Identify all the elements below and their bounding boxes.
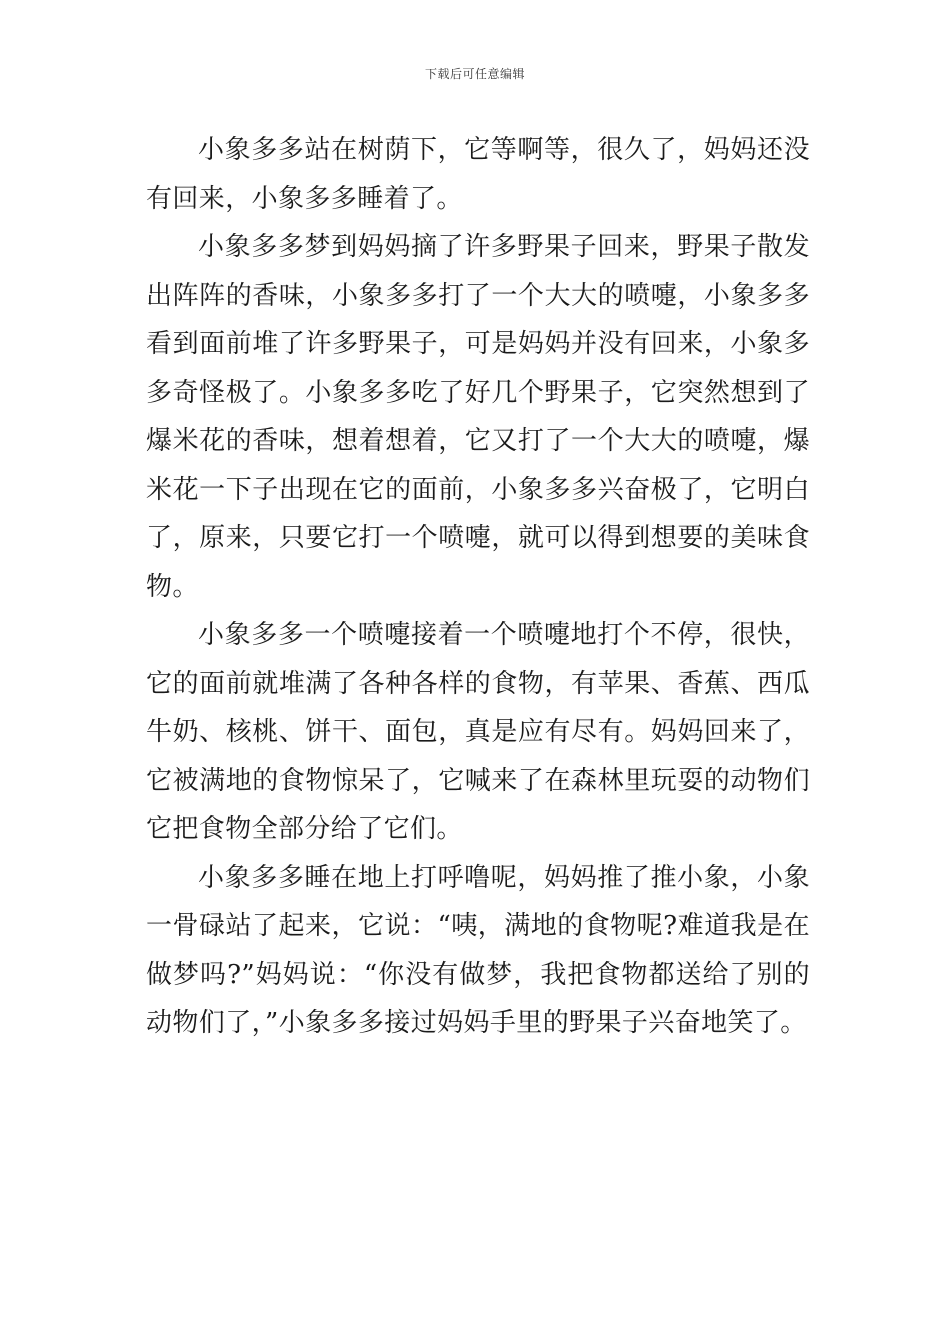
paragraph-1: 小象多多站在树荫下，它等啊等，很久了，妈妈还没有回来，小象多多睡着了。 xyxy=(146,135,810,214)
story-body xyxy=(146,126,810,1048)
page-header-note: 下载后可任意编辑 xyxy=(424,67,525,81)
paragraph-3: 小象多多一个喷嚏接着一个喷嚏地打个不停，很快，它的面前就堆满了各种各样的食物，有苹果、香蕉、西瓜牛奶、核桃、饼干、面包，真是应有尽有。妈妈回来了，它被满地的食物惊呆了，它喊来了在森林里玩耍的动物们它把食物全部分给了它们。 xyxy=(146,620,810,844)
paragraph-2: 小象多多梦到妈妈摘了许多野果子回来，野果子散发出阵阵的香味，小象多多打了一个大大的喷嚏，小象多多看到面前堆了许多野果子，可是妈妈并没有回来，小象多多奇怪极了。小象多多吃了好几个野果子，它突然想到了爆米花的香味，想着想着，它又打了一个大大的喷嚏，爆米花一下子出现在它的面前，小象多多兴奋极了，它明白了，原来，只要它打一个喷嚏，就可以得到想要的美味食物。 xyxy=(146,232,810,602)
paragraph-4: 小象多多睡在地上打呼噜呢，妈妈推了推小象，小象一骨碌站了起来，它说：“咦，满地的食物呢?难道我是在做梦吗?”妈妈说：“你没有做梦，我把食物都送给了别的动物们了，”小象多多接过妈妈手里的野果子兴奋地笑了。 xyxy=(146,862,810,1038)
